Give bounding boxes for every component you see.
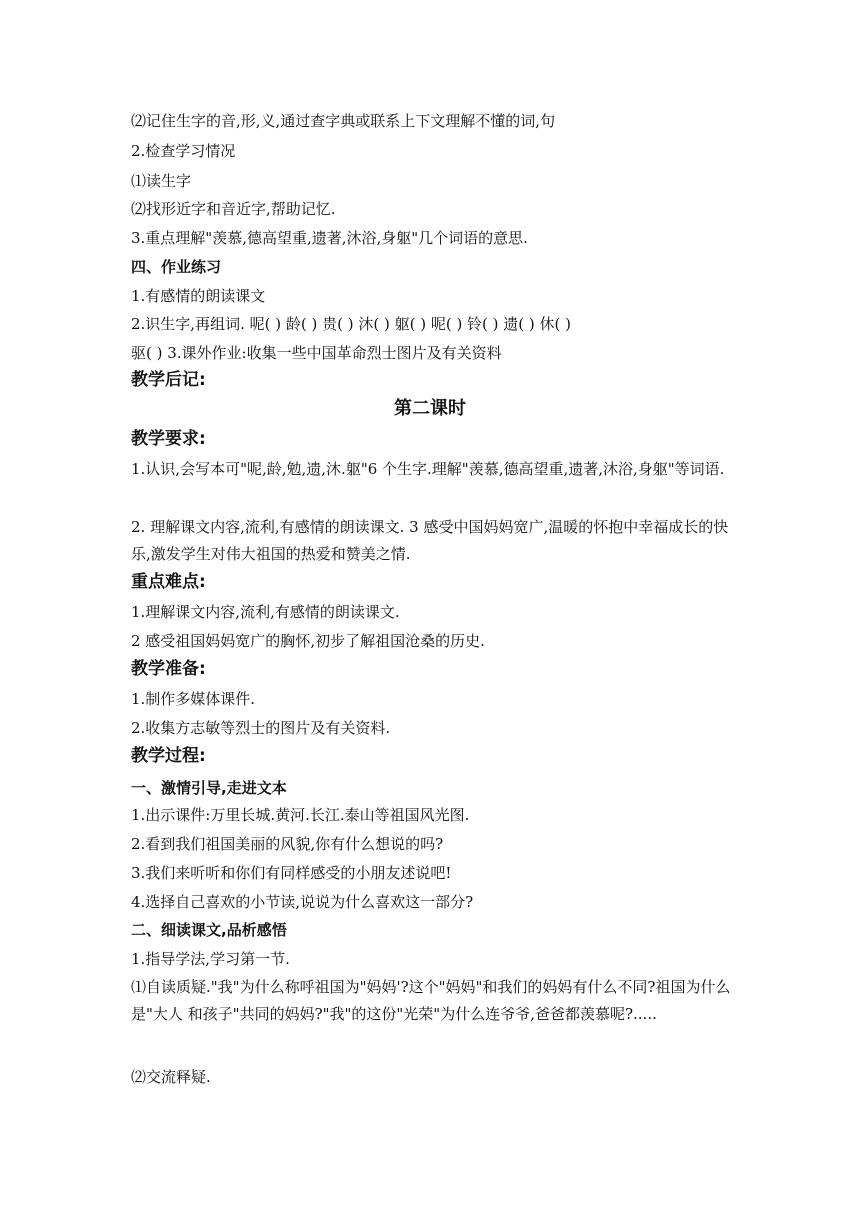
text-line: 1.制作多媒体课件. xyxy=(131,690,256,708)
text-line: ⑴读生字 xyxy=(131,172,192,190)
section-heading-homework: 四、作业练习 xyxy=(131,258,222,276)
text-line: 1.理解课文内容,流利,有感情的朗读课文. xyxy=(131,603,400,621)
text-line: 3.重点理解"羡慕,德高望重,遗著,沐浴,身躯"几个词语的意思. xyxy=(131,229,528,247)
section-heading-process: 教学过程: xyxy=(131,746,206,766)
step-heading: 二、细读课文,品析感悟 xyxy=(131,921,287,939)
step-heading: 一、激情引导,走进文本 xyxy=(131,779,287,797)
text-line: 2 感受祖国妈妈宽广的胸怀,初步了解祖国沧桑的历史. xyxy=(131,632,485,650)
section-heading-requirements: 教学要求: xyxy=(131,429,206,449)
section-heading-postscript: 教学后记: xyxy=(131,370,206,390)
text-line: 3.我们来听听和你们有同样感受的小朋友述说吧! xyxy=(131,864,452,882)
paragraph: 2. 理解课文内容,流利,有感情的朗读课文. 3 感受中国妈妈宽广,温暖的怀抱中幸福成长的快乐,激发学生对伟大祖国的热爱和赞美之情. xyxy=(131,518,729,563)
section-heading-keypoints: 重点难点: xyxy=(131,572,206,592)
text-line: 1.出示课件:万里长城.黄河.长江.泰山等祖国风光图. xyxy=(131,806,470,824)
text-line: 1.有感情的朗读课文 xyxy=(131,287,266,305)
text-line: ⑵交流释疑. xyxy=(131,1068,211,1086)
text-line: 2.看到我们祖国美丽的风貌,你有什么想说的吗? xyxy=(131,835,444,853)
text-line: 4.选择自己喜欢的小节读,说说为什么喜欢这一部分? xyxy=(131,893,474,911)
text-line: ⑵记住生字的音,形,义,通过查字典或联系上下文理解不懂的词,句 xyxy=(131,112,556,130)
paragraph: ⑴自读质疑."我"为什么称呼祖国为"妈妈'?这个"妈妈"和我们的妈妈有什么不同?祖国为什么是"大人 和孩子"共同的妈妈?"我"的这份"光荣"为什么连爷爷,爸爸都羡慕呢?..... xyxy=(131,978,731,1023)
text-line: ⑵找形近字和音近字,帮助记忆. xyxy=(131,200,336,218)
lesson-title: 第二课时 xyxy=(394,398,466,419)
text-line: 2.收集方志敏等烈士的图片及有关资料. xyxy=(131,719,391,737)
text-line: 1.指导学法,学习第一节. xyxy=(131,950,290,968)
text-line: 驱( ) 3.课外作业:收集一些中国革命烈士图片及有关资料 xyxy=(131,344,502,362)
text-line: 2.检查学习情况 xyxy=(131,142,236,160)
paragraph: 1.认识,会写本可"呢,龄,勉,遗,沐.躯"6 个生字.理解"羡慕,德高望重,遗著,沐浴,身躯"等词语. xyxy=(131,460,725,478)
section-heading-prep: 教学准备: xyxy=(131,659,206,679)
text-line: 2.识生字,再组词. 呢( ) 龄( ) 贵( ) 沐( ) 躯( ) 呢( ) 铃( ) 遗( ) 休( ) xyxy=(131,315,572,333)
